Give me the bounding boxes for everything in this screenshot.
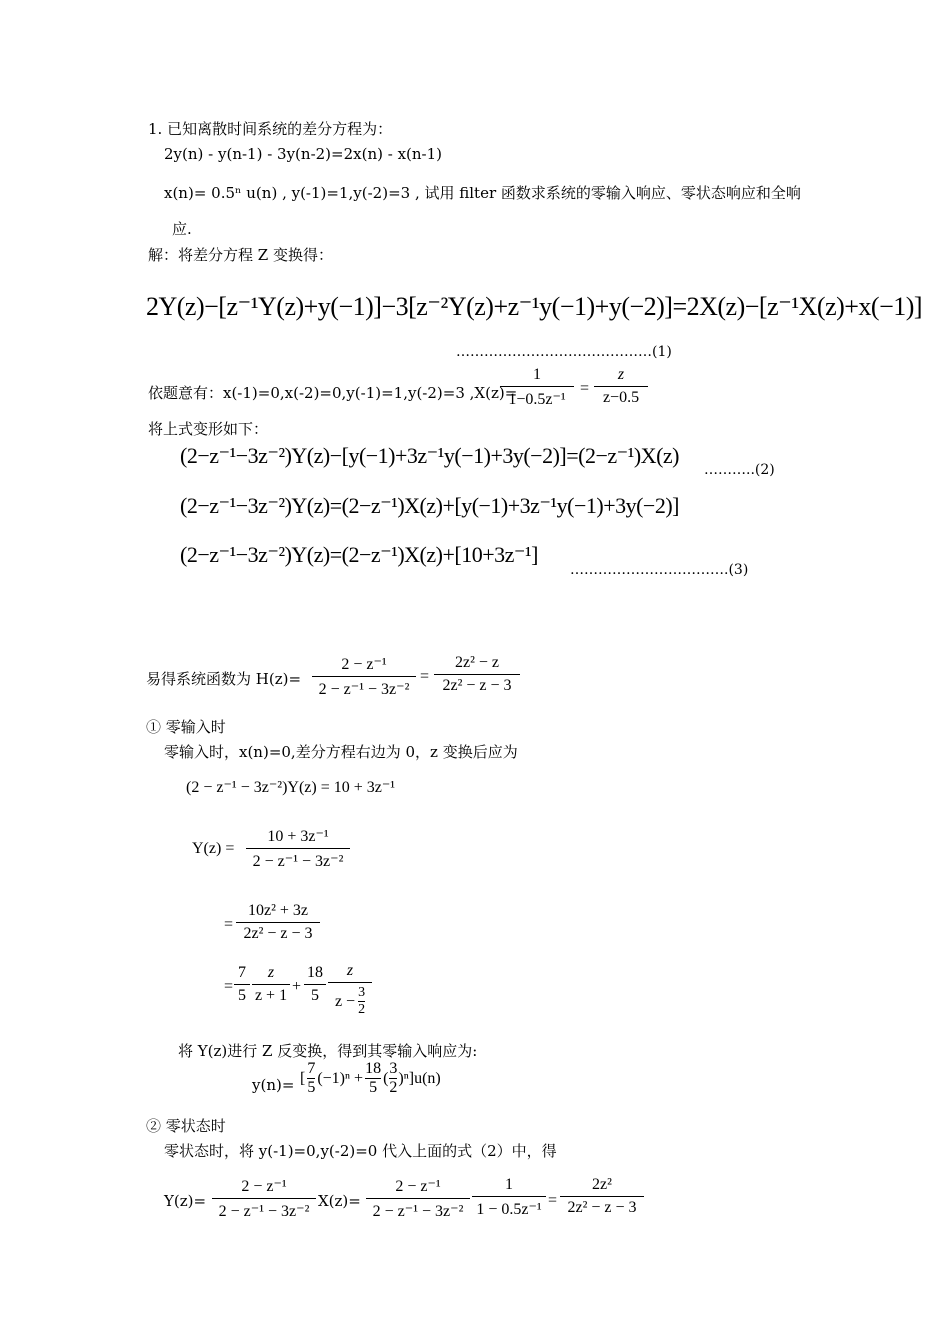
hz-fraction-2 bbox=[434, 654, 520, 695]
partial-frac-4-den: z − bbox=[334, 992, 356, 1010]
zs-fraction-3 bbox=[472, 1176, 546, 1219]
zs-frac1-den: 2 − z⁻¹ − 3z⁻² bbox=[218, 1203, 310, 1220]
yn-frac2-den: 5 bbox=[369, 1079, 378, 1096]
equation-2-tag: ………..(2) bbox=[704, 462, 775, 478]
zero-state-heading: ② 零状态时 bbox=[146, 1117, 226, 1135]
problem-line-4: 应. bbox=[172, 220, 192, 238]
equation-1: 2Y(z)−[z⁻¹Y(z)+y(−1)]−3[z⁻²Y(z)+z⁻¹y(−1)+y(−2)]=2X(z)−[z⁻¹X(z)+x(−1)] bbox=[146, 292, 923, 321]
problem-line-3: x(n)= 0.5ⁿ u(n) , y(-1)=1,y(-2)=3 , 试用 filter 函数求系统的零输入响应、零状态响应和全响 bbox=[164, 184, 801, 202]
yn-term-2: )ⁿ]u(n) bbox=[398, 1069, 441, 1087]
partial-frac-2-num: z bbox=[267, 964, 275, 981]
hz-denominator-2: 2z² − z − 3 bbox=[442, 677, 512, 694]
zs-frac1-num: 2 − z⁻¹ bbox=[241, 1178, 287, 1195]
zero-input-equation: (2 − z⁻¹ − 3z⁻²)Y(z) = 10 + 3z⁻¹ bbox=[186, 779, 396, 796]
zs-fraction-4 bbox=[560, 1176, 644, 1217]
partial-frac-1 bbox=[234, 964, 250, 1005]
yn-label: y(n)= bbox=[252, 1076, 295, 1094]
problem-equation: 2y(n) - y(n-1) - 3y(n-2)=2x(n) - x(n-1) bbox=[164, 145, 443, 163]
zs-frac4-den: 2z² − z − 3 bbox=[567, 1199, 637, 1216]
xz-denominator-2: z−0.5 bbox=[602, 389, 640, 406]
zs-equals: = bbox=[548, 1192, 558, 1209]
yz2-denominator: 2z² − z − 3 bbox=[243, 925, 313, 942]
equation-4-tag: …………………………….(3) bbox=[570, 562, 749, 578]
yn-open-bracket: [ bbox=[300, 1069, 306, 1087]
transform-note: 将上式变形如下： bbox=[148, 420, 269, 438]
yz-denominator: 2 − z⁻¹ − 3z⁻² bbox=[252, 853, 344, 870]
partial-frac-2-den: z + 1 bbox=[254, 987, 288, 1004]
equals-sign-2: = bbox=[224, 978, 234, 995]
partial-frac-3 bbox=[304, 964, 326, 1005]
equation-3: (2−z⁻¹−3z⁻²)Y(z)=(2−z⁻¹)X(z)+[y(−1)+3z⁻¹y(−1)+3y(−2)] bbox=[180, 493, 679, 518]
xz-denominator-1: 1−0.5z⁻¹ bbox=[508, 391, 566, 408]
equation-1-tag: ……………………………………(1) bbox=[456, 344, 672, 360]
zero-input-heading: ① 零输入时 bbox=[146, 718, 226, 736]
yn-frac1-num: 7 bbox=[307, 1060, 316, 1077]
zs-frac3-num: 1 bbox=[505, 1176, 513, 1193]
partial-frac-1-den: 5 bbox=[238, 987, 246, 1004]
zs-frac2-den: 2 − z⁻¹ − 3z⁻² bbox=[372, 1203, 464, 1220]
yz-fraction-2 bbox=[236, 902, 320, 943]
partial-frac-4-num: z bbox=[346, 962, 354, 979]
inverse-transform-note: 将 Y(z)进行 Z 反变换，得到其零输入响应为: bbox=[178, 1042, 478, 1060]
hz-fraction-1 bbox=[312, 654, 416, 699]
nested-frac-den: 2 bbox=[358, 1002, 366, 1017]
zs-frac3-den: 1 − 0.5z⁻¹ bbox=[476, 1201, 542, 1218]
partial-frac-4 bbox=[328, 962, 372, 1018]
partial-frac-2 bbox=[252, 964, 290, 1005]
yn-frac3-den: 2 bbox=[389, 1079, 398, 1096]
zero-state-xz-label: X(z)= bbox=[318, 1192, 361, 1210]
partial-frac-3-den: 5 bbox=[311, 987, 319, 1004]
zero-state-description: 零状态时，将 y(-1)=0,y(-2)=0 代入上面的式（2）中，得 bbox=[164, 1142, 557, 1160]
yn-frac3-num: 3 bbox=[389, 1060, 398, 1077]
xz-fraction-1 bbox=[500, 366, 574, 409]
yz2-numerator: 10z² + 3z bbox=[247, 902, 309, 919]
xz-numerator-2: z bbox=[617, 366, 625, 383]
zs-fraction-2 bbox=[366, 1176, 470, 1221]
equation-4: (2−z⁻¹−3z⁻²)Y(z)=(2−z⁻¹)X(z)+[10+3z⁻¹] bbox=[180, 542, 538, 567]
zs-frac2-num: 2 − z⁻¹ bbox=[395, 1178, 441, 1195]
yz-numerator: 10 + 3z⁻¹ bbox=[267, 828, 329, 845]
solution-intro: 解：将差分方程 Z 变换得： bbox=[148, 246, 333, 264]
yz-fraction bbox=[246, 826, 350, 871]
yn-frac1-den: 5 bbox=[307, 1079, 316, 1096]
zero-input-response bbox=[300, 1060, 441, 1097]
hz-numerator-2: 2z² − z bbox=[454, 654, 500, 671]
xz-fraction-2 bbox=[594, 366, 648, 407]
given-conditions: 依题意有：x(-1)=0,x(-2)=0,y(-1)=1,y(-2)=3 ,X(z)= bbox=[148, 384, 518, 402]
xz-numerator-1: 1 bbox=[533, 366, 541, 383]
hz-equals: = bbox=[420, 668, 430, 685]
problem-line-1: 1. 已知离散时间系统的差分方程为： bbox=[148, 120, 393, 138]
equals-sign-1: = bbox=[224, 916, 234, 933]
zero-state-yz-label: Y(z)= bbox=[164, 1192, 207, 1210]
yz-label: Y(z) = bbox=[192, 840, 235, 857]
zs-frac4-num: 2z² bbox=[592, 1176, 612, 1193]
partial-frac-3-num: 18 bbox=[307, 964, 323, 981]
yn-frac2-num: 18 bbox=[365, 1060, 382, 1077]
partial-frac-1-num: 7 bbox=[238, 964, 246, 981]
hz-numerator-1: 2 − z⁻¹ bbox=[341, 656, 387, 673]
nested-frac-num: 3 bbox=[358, 985, 366, 1000]
xz-equals: = bbox=[580, 380, 590, 397]
transfer-function-label: 易得系统函数为 H(z)= bbox=[146, 670, 302, 688]
hz-denominator-1: 2 − z⁻¹ − 3z⁻² bbox=[318, 681, 410, 698]
zero-input-description: 零输入时，x(n)=0,差分方程右边为 0，z 变换后应为 bbox=[164, 743, 518, 761]
yn-term-1: (−1)ⁿ + bbox=[317, 1069, 364, 1087]
equation-2: (2−z⁻¹−3z⁻²)Y(z)−[y(−1)+3z⁻¹y(−1)+3y(−2)]=(2−z⁻¹)X(z) bbox=[180, 443, 679, 468]
yn-paren-open: ( bbox=[383, 1069, 389, 1087]
plus-sign: + bbox=[292, 978, 302, 995]
zs-fraction-1 bbox=[212, 1176, 316, 1221]
